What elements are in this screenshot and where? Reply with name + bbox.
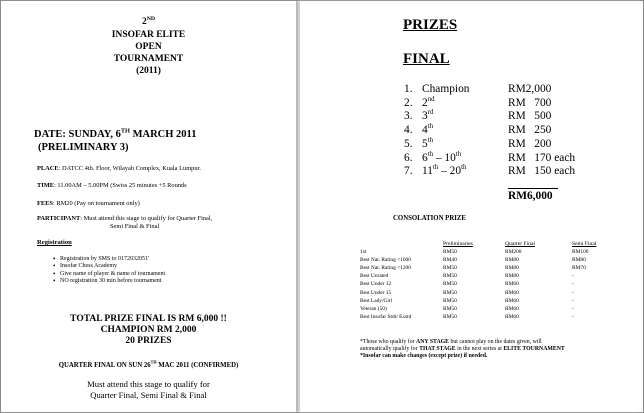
time-info: TIME: 11.00AM – 5.00PM (Swiss 25 minutes +5 Rounds — [37, 182, 187, 189]
prize-amount: RM 200 — [508, 137, 552, 150]
final-heading: FINAL — [403, 51, 450, 67]
prize-amount: RM 500 — [508, 110, 552, 123]
prize-summary-count: 20 PRIZES — [125, 336, 172, 346]
consolation-cell: - — [572, 273, 574, 280]
consolation-cell: RM60 — [505, 305, 519, 312]
consolation-row-label: Best Nat. Rating <1600 — [360, 257, 411, 264]
consolation-cell: RM80 — [572, 257, 586, 264]
final-total: RM6,000 — [508, 190, 553, 202]
prize-place: 4th — [422, 123, 434, 137]
prize-rank: 1. — [404, 83, 413, 95]
consolation-cell: RM50 — [443, 281, 457, 288]
prize-amount: RM 250 — [508, 124, 552, 137]
consolation-cell: RM80 — [505, 257, 519, 264]
quarter-final-date: QUARTER FINAL ON SUN 26TH MAC 2011 (CONFIRMED) — [58, 359, 239, 369]
consolation-cell: RM100 — [572, 249, 589, 255]
consolation-row-label: Best Insofar Stdt/ Exstd — [360, 313, 412, 320]
consolation-cell: RM60 — [505, 297, 519, 304]
consolation-column-header: Semi Final — [572, 241, 597, 247]
consolation-cell: RM80 — [505, 265, 519, 272]
consolation-row-label: Veteran (50) — [360, 305, 387, 312]
prize-rank: 4. — [404, 124, 413, 137]
prize-place: 5th — [422, 137, 434, 150]
prize-place: 2nd — [422, 95, 435, 109]
consolation-cell: RM60 — [505, 313, 519, 320]
registration-list — [53, 256, 165, 286]
consolation-cell: RM60 — [505, 281, 519, 288]
registration-item: • NO registration 30 min before tournament — [53, 278, 165, 285]
consolation-row-label: Best Under 12 — [360, 281, 392, 288]
title-line3: TOURNAMENT — [113, 54, 184, 64]
title-edition: 2ND — [142, 15, 155, 27]
prize-rank: 3. — [404, 110, 413, 123]
consolation-cell: - — [572, 297, 574, 304]
consolation-cell: RM50 — [443, 289, 457, 296]
consolation-cell: RM40 — [443, 257, 457, 264]
prize-place: 11th – 20th — [422, 164, 467, 178]
prize-summary-champion: CHAMPION RM 2,000 — [100, 325, 197, 335]
consolation-cell: - — [572, 289, 574, 296]
consolation-heading: CONSOLATION PRIZE — [393, 215, 466, 222]
consolation-cell: RM50 — [443, 313, 457, 320]
consolation-row-label: Best Nat. Rating <1200 — [360, 265, 411, 272]
consolation-row-label: Best Lady/Girl — [360, 297, 393, 304]
consolation-cell: RM50 — [443, 305, 457, 312]
consolation-cell: RM50 — [443, 265, 457, 272]
fees-info: FEES: RM20 (Pay on tournament only) — [37, 200, 140, 207]
left-page — [1, 1, 297, 412]
participant-info: PARTICIPANT: Must attend this stage to qualify for Quarter Final, — [37, 215, 213, 222]
total-divider — [508, 188, 558, 189]
registration-item: • Give name of player & name of tournament — [53, 271, 165, 278]
consolation-cell: - — [572, 281, 574, 288]
consolation-cell: RM50 — [443, 273, 457, 280]
prize-amount: RM 700 — [508, 96, 552, 109]
consolation-cell: RM200 — [505, 249, 522, 255]
prize-place: 6th – 10th — [422, 150, 462, 164]
consolation-cell: RM80 — [505, 273, 519, 280]
prize-rank: 2. — [404, 96, 413, 109]
consolation-column-header: Preliminaries — [443, 241, 473, 247]
consolation-cell: RM50 — [443, 297, 457, 304]
tournament-stage: (PRELIMINARY 3) — [38, 142, 129, 153]
consolation-cell: RM60 — [505, 289, 519, 296]
note-line3: *Insofar can make changes (except prize) if needed. — [360, 353, 488, 359]
consolation-row-label: Best Unrated — [360, 273, 389, 280]
prize-amount: RM2,000 — [508, 83, 552, 95]
consolation-row-label: Best Under 15 — [360, 289, 392, 296]
prize-amount: RM 170 each — [508, 151, 576, 164]
prize-rank: 7. — [404, 165, 413, 178]
place-info: PLACE: DATCC 4th. Floor, Wilayah Complex, Kuala Lumpur. — [37, 165, 201, 172]
right-page — [300, 1, 641, 412]
must-attend-line2: Quarter Final, Semi Final & Final — [90, 390, 207, 400]
consolation-cell: - — [572, 305, 574, 312]
prize-amount: RM 150 each — [508, 165, 576, 178]
registration-item: • Insofar Chess Academy — [53, 263, 165, 270]
prize-place: Champion — [422, 83, 470, 95]
consolation-cell: - — [572, 313, 574, 320]
prize-summary-total: TOTAL PRIZE FINAL IS RM 6,000 !! — [70, 314, 227, 324]
prizes-heading: PRIZES — [403, 17, 458, 33]
title-line4: (2011) — [136, 66, 161, 76]
registration-heading: Registration — [37, 239, 72, 246]
note-line1: *Those who qualify for ANY STAGE but cannot play on the dates given, will — [360, 339, 542, 345]
prize-place: 3rd — [422, 109, 434, 123]
must-attend-line1: Must attend this stage to qualify for — [87, 379, 210, 389]
consolation-column-header: Quarter Final — [505, 241, 535, 247]
note-line2: automatically qualify for THAT STAGE in the next series at ELITE TOURNAMENT — [360, 346, 565, 352]
consolation-row-label: 1st — [360, 249, 367, 255]
consolation-cell: RM70 — [572, 265, 586, 272]
title-line1: INSOFAR ELITE — [111, 30, 186, 40]
prize-rank: 5. — [404, 137, 413, 150]
participant-info-cont: Semi Final & Final — [110, 223, 160, 230]
title-line2: OPEN — [135, 42, 162, 52]
consolation-cell: RM50 — [443, 249, 457, 255]
prize-rank: 6. — [404, 151, 413, 164]
tournament-date: DATE: SUNDAY, 6TH MARCH 2011 — [34, 127, 197, 140]
registration-item: • Registration by SMS to 0172032051' — [53, 256, 165, 263]
